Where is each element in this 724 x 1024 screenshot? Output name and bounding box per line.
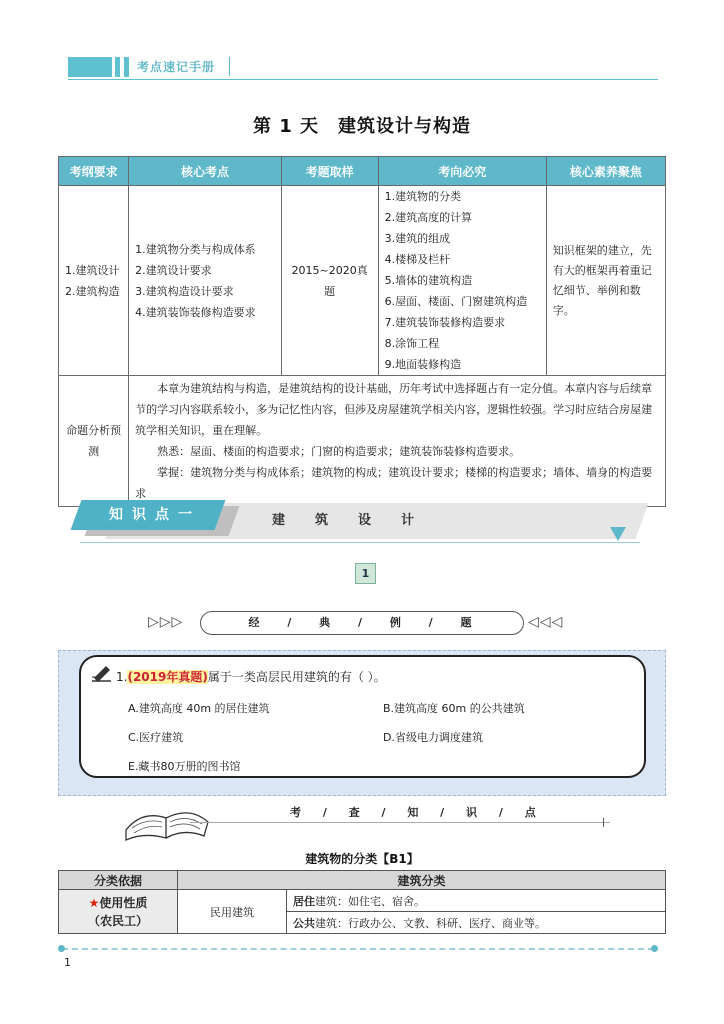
list-item: 2.建筑设计要求 — [135, 263, 212, 277]
analysis-paragraph: 熟悉：屋面、楼面的构造要求；门窗的构造要求；建筑装饰装修构造要求。 — [157, 445, 521, 458]
list-item: 6.屋面、楼面、门窗建筑构造 — [384, 295, 528, 308]
list-item: 4.建筑装饰装修构造要求 — [135, 305, 256, 319]
column-header: 核心素养聚焦 — [546, 157, 665, 186]
header-rule — [68, 79, 658, 80]
column-header: 建筑分类 — [178, 871, 666, 890]
knowledge-title: 建筑设计 — [272, 513, 445, 528]
knowledge-label: 知识点一 — [109, 507, 201, 523]
class-row-cell — [287, 912, 666, 934]
table-row — [59, 186, 666, 376]
column-header: 考纲要求 — [59, 157, 129, 186]
analysis-paragraph: 本章为建筑结构与构造，是建筑结构的设计基础，历年考试中选择题占有一定分值。本章内容与后续章节的学习内容联系较小，多为记忆性内容，但涉及房屋建筑学相关内容，逻辑性较强。学习时应结合房屋建筑学相关知识，重在理解。 — [135, 382, 653, 437]
knowledge-rule — [80, 542, 640, 543]
footer-dashed-rule — [62, 948, 654, 950]
basis-line — [65, 894, 171, 912]
list-item: 2.建筑构造 — [65, 284, 120, 298]
class-label: 公共 — [293, 916, 315, 930]
list-item: 1.建筑设计 — [65, 263, 120, 277]
class-row-cell — [287, 890, 666, 912]
table-row — [59, 890, 666, 912]
basis-line: （农民工） — [87, 913, 148, 928]
header-separator — [229, 57, 230, 76]
column-header: 考向必究 — [378, 157, 546, 186]
list-item: 9.地面装修构造 — [384, 358, 462, 371]
literacy-cell: 知识框架的建立，先有大的框架再着重记忆细节、举例和数字。 — [546, 186, 665, 376]
star-icon: ★ — [88, 895, 100, 910]
requirements-table — [58, 156, 666, 507]
list-item: 7.建筑装饰装修构造要求 — [384, 316, 506, 329]
analysis-cell — [129, 376, 666, 507]
question-stem-line — [116, 668, 386, 685]
class-text: 建筑：如住宅、宿舍。 — [315, 894, 425, 908]
table-header-row — [59, 871, 666, 890]
header-bar-stripe — [124, 57, 129, 77]
kaocha-rule — [190, 822, 610, 823]
question-stem: 属于一类高层民用建筑的有（ ）。 — [207, 670, 386, 684]
list-item: 1.建筑物分类与构成体系 — [135, 242, 256, 256]
section-number-badge: 1 — [355, 563, 376, 584]
footer-dot — [58, 945, 65, 952]
column-header: 核心考点 — [129, 157, 282, 186]
direction-cell — [378, 186, 546, 376]
question-year: (2019年真题) — [127, 670, 208, 684]
list-item: 1.建筑物的分类 — [384, 190, 462, 203]
page-title: 第 1 天 建筑设计与构造 — [252, 116, 472, 137]
core-points-cell — [129, 186, 282, 376]
list-item: 3.建筑构造设计要求 — [135, 284, 234, 298]
sample-cell: 2015~2020真题 — [281, 186, 378, 376]
page-number: 1 — [64, 956, 71, 969]
column-header: 分类依据 — [59, 871, 178, 890]
header-title: 考点速记手册 — [137, 60, 216, 74]
column-header: 考题取样 — [281, 157, 378, 186]
list-item: 3.建筑的组成 — [384, 232, 451, 245]
header-bar-stripe — [115, 57, 120, 77]
arrows-left-icon: ◁◁◁ — [528, 614, 564, 630]
list-item: 2.建筑高度的计算 — [384, 211, 473, 224]
classification-table — [58, 870, 666, 934]
triangle-down-icon — [610, 527, 626, 541]
category-cell: 民用建筑 — [178, 890, 287, 934]
header-bar-block — [68, 57, 112, 77]
arrows-right-icon: ▷▷▷ — [148, 614, 184, 630]
option-d: D.省级电力调度建筑 — [383, 731, 483, 744]
option-b: B.建筑高度 60m 的公共建筑 — [383, 702, 525, 715]
class-label: 居住 — [293, 894, 315, 908]
option-c: C.医疗建筑 — [128, 731, 184, 744]
question-number: 1. — [116, 670, 128, 684]
kaocha-title: 考 / 查 / 知 / 识 / 点 — [290, 806, 538, 819]
examples-title: 经 / 典 / 例 / 题 — [248, 616, 474, 629]
kaocha-tick — [603, 818, 604, 827]
list-item: 8.涂饰工程 — [384, 337, 440, 350]
syllabus-cell — [59, 186, 129, 376]
footer-dot — [651, 945, 658, 952]
option-e: E.藏书80万册的图书馆 — [128, 760, 241, 773]
pencil-icon — [91, 664, 113, 686]
basis-text: 使用性质 — [99, 895, 148, 910]
option-a: A.建筑高度 40m 的居住建筑 — [128, 702, 270, 715]
class-text: 建筑：行政办公、文教、科研、医疗、商业等。 — [315, 916, 546, 930]
table-header-row — [59, 157, 666, 186]
table-row — [59, 376, 666, 507]
basis-cell — [59, 890, 178, 934]
list-item: 4.楼梯及栏杆 — [384, 253, 451, 266]
list-item: 5.墙体的建筑构造 — [384, 274, 473, 287]
analysis-paragraph: 掌握：建筑物分类与构成体系；建筑物的构成；建筑设计要求；楼梯的构造要求；墙体、墙身的构造要求 — [135, 466, 653, 500]
analysis-label: 命题分析预测 — [59, 376, 129, 507]
classification-title: 建筑物的分类【B1】 — [305, 852, 419, 866]
